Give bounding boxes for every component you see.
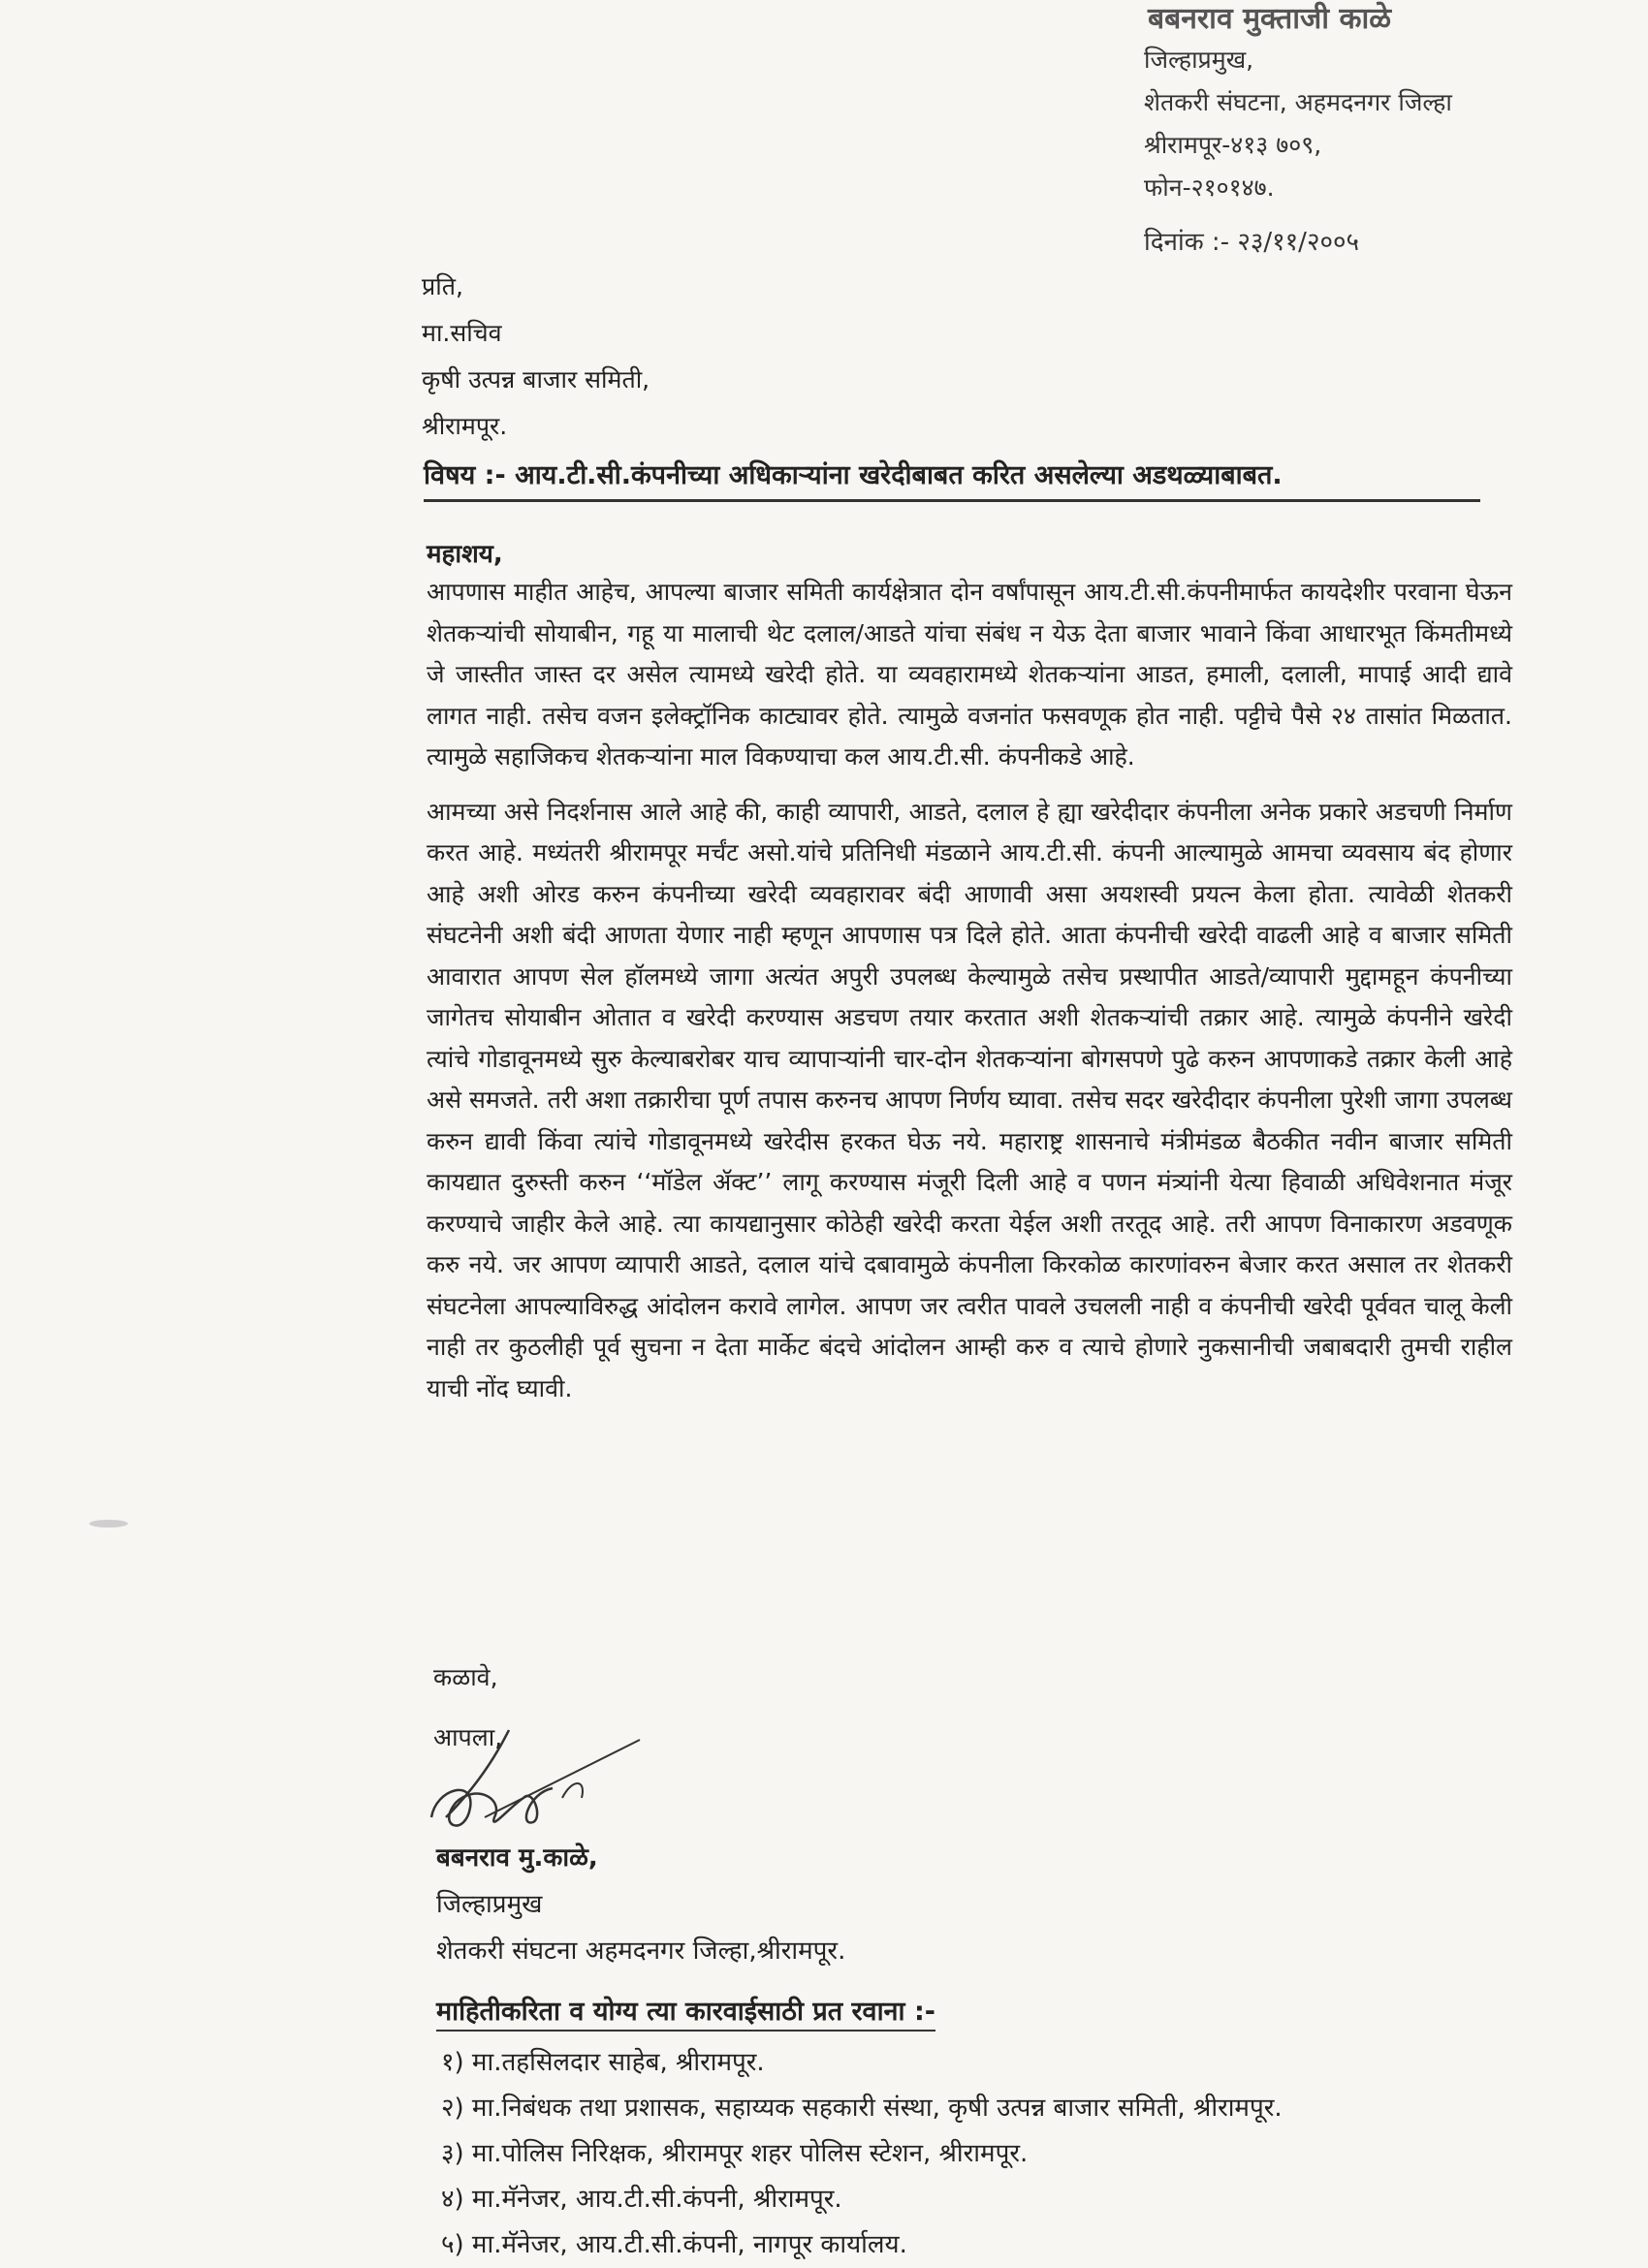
signatory-title: जिल्हाप्रमुख <box>436 1890 543 1919</box>
sender-organization: शेतकरी संघटना, अहमदनगर जिल्हा <box>1144 88 1452 116</box>
copies-heading: माहितीकरिता व योग्य त्या कारवाईसाठी प्रत रवाना :- <box>436 1992 935 2032</box>
list-item: २) मा.निबंधक तथा प्रशासक, सहाय्यक सहकारी संस्था, कृषी उत्पन्न बाजार समिती, श्रीरामपूर. <box>441 2094 1283 2123</box>
signatory-organization: शेतकरी संघटना अहमदनगर जिल्हा,श्रीरामपूर. <box>436 1937 846 1966</box>
subject-line: विषय :- आय.टी.सी.कंपनीच्या अधिकाऱ्यांना खरेदीबाबत करित असलेल्या अडथळ्याबाबत. <box>424 456 1480 502</box>
sender-address: श्रीरामपूर-४१३ ७०९, <box>1144 131 1322 159</box>
list-item: ३) मा.पोलिस निरिक्षक, श्रीरामपूर शहर पोलिस स्टेशन, श्रीरामपूर. <box>441 2139 1029 2168</box>
body-paragraph: आपणास माहीत आहेच, आपल्या बाजार समिती कार्यक्षेत्रात दोन वर्षांपासून आय.टी.सी.कंपनीमार्फत कायदेशीर परवाना घेऊन शेतकऱ्यांची सोयाबीन, गहू या मालाची थेट दलाल/आडते यांचा संबंध न येऊ देता बाजार भावाने किंवा आधारभूत किंमतीमध्ये जे जास्तीत जास्त दर असेल त्यामध्ये खरेदी होते. या व्यवहारामध्ये शेतकऱ्यांना आडत, हमाली, दलाली, मापाई आदी द्यावे लागत नाही. तसेच वजन इलेक्ट्रॉनिक काट्यावर होते. त्यामुळे वजनांत फसवणूक होत नाही. पट्टीचे पैसे २४ तासांत मिळतात. त्यामुळे सहाजिकच शेतकऱ्यांना माल विकण्याचा कल आय.टी.सी. कंपनीकडे आहे. <box>427 578 1512 771</box>
recipient-prefix: प्रति, <box>422 272 463 300</box>
letter-date: दिनांक :- २३/११/२००५ <box>1144 228 1360 257</box>
scan-mark <box>89 1520 128 1528</box>
recipient-block <box>422 264 650 450</box>
list-item: ४) मा.मॅनेजर, आय.टी.सी.कंपनी, श्रीरामपूर. <box>441 2185 842 2214</box>
letterhead <box>1144 0 1629 258</box>
sender-phone: फोन-२१०१४७. <box>1144 173 1275 202</box>
handwritten-signature <box>417 1701 650 1846</box>
list-item: ५) मा.मॅनेजर, आय.टी.सी.कंपनी, नागपूर कार्यालय. <box>441 2230 907 2259</box>
letter-body <box>427 572 1512 1423</box>
recipient-city: श्रीरामपूर. <box>422 412 508 440</box>
sender-title: जिल्हाप्रमुख, <box>1144 46 1254 74</box>
sender-name: बबनराव मुक्ताजी काळे <box>1148 2 1392 36</box>
closing-line: आपला, <box>433 1723 503 1751</box>
signatory-name: बबनराव मु.काळे, <box>436 1843 598 1873</box>
body-paragraph: आमच्या असे निदर्शनास आले आहे की, काही व्यापारी, आडते, दलाल हे ह्या खरेदीदार कंपनीला अनेक प्रकारे अडचणी निर्माण करत आहे. मध्यंतरी श्रीरामपूर मर्चंट असो.यांचे प्रतिनिधी मंडळाने आय.टी.सी. कंपनी आल्यामुळे आमचा व्यवसाय बंद होणार आहे अशी ओरड करुन कंपनीच्या खरेदी व्यवहारावर बंदी आणावी असा अयशस्वी प्रयत्न केला होता. त्यावेळी शेतकरी संघटनेनी अशी बंदी आणता येणार नाही म्हणून आपणास पत्र दिले होते. आता कंपनीची खरेदी वाढली आहे व बाजार समिती आवारात आपण सेल हॉलमध्ये जागा अत्यंत अपुरी उपलब्ध केल्यामुळे तसेच प्रस्थापीत आडते/व्यापारी मुद्दामहून कंपनीच्या जागेतच सोयाबीन ओतात व खरेदी करण्यास अडचण तयार करतात अशी शेतकऱ्यांची तक्रार आहे. त्यामुळे कंपनीने खरेदी त्यांचे गोडावूनमध्ये सुरु केल्याबरोबर याच व्यापाऱ्यांनी चार-दोन शेतकऱ्यांना बोगसपणे पुढे करुन आपणाकडे तक्रार केली आहे असे समजते. तरी अशा तक्रारीचा पूर्ण तपास करुनच आपण निर्णय घ्यावा. तसेच सदर खरेदीदार कंपनीला पुरेशी जागा उपलब्ध करुन द्यावी किंवा त्यांचे गोडावूनमध्ये खरेदीस हरकत घेऊ नये. महाराष्ट्र शासनाचे मंत्रीमंडळ बैठकीत नवीन बाजार समिती कायद्यात दुरुस्ती करुन ‘‘मॉडेल ॲक्ट’’ लागू करण्यास मंजूरी दिली आहे व पणन मंत्र्यांनी येत्या हिवाळी अधिवेशनात मंजूर करण्याचे जाहीर केले आहे. त्या कायद्यानुसार कोठेही खरेदी करता येईल अशी तरतूद आहे. तरी आपण विनाकारण अडवणूक करु नये. जर आपण व्यापारी आडते, दलाल यांचे दबावामुळे कंपनीला किरकोळ कारणांवरुन बेजार करत असाल तर शेतकरी संघटनेला आपल्याविरुद्ध आंदोलन करावे लागेल. आपण जर त्वरीत पावले उचलली नाही व कंपनीची खरेदी पूर्ववत चालू केली नाही तर कुठलीही पूर्व सुचना न देता मार्केट बंदचे आंदोलन आम्ही करु व त्याचे होणारे नुकसानीची जबाबदारी तुमची राहील याची नोंद घ्यावी. <box>427 797 1512 1402</box>
salutation: महाशय, <box>427 540 503 569</box>
copies-list <box>441 2040 1283 2268</box>
recipient-office: कृषी उत्पन्न बाजार समिती, <box>422 365 650 394</box>
closing-line: कळावे, <box>433 1663 498 1691</box>
list-item: १) मा.तहसिलदार साहेब, श्रीरामपूर. <box>441 2048 765 2077</box>
recipient-designation: मा.सचिव <box>422 319 502 347</box>
signatory-block <box>436 1835 845 1974</box>
